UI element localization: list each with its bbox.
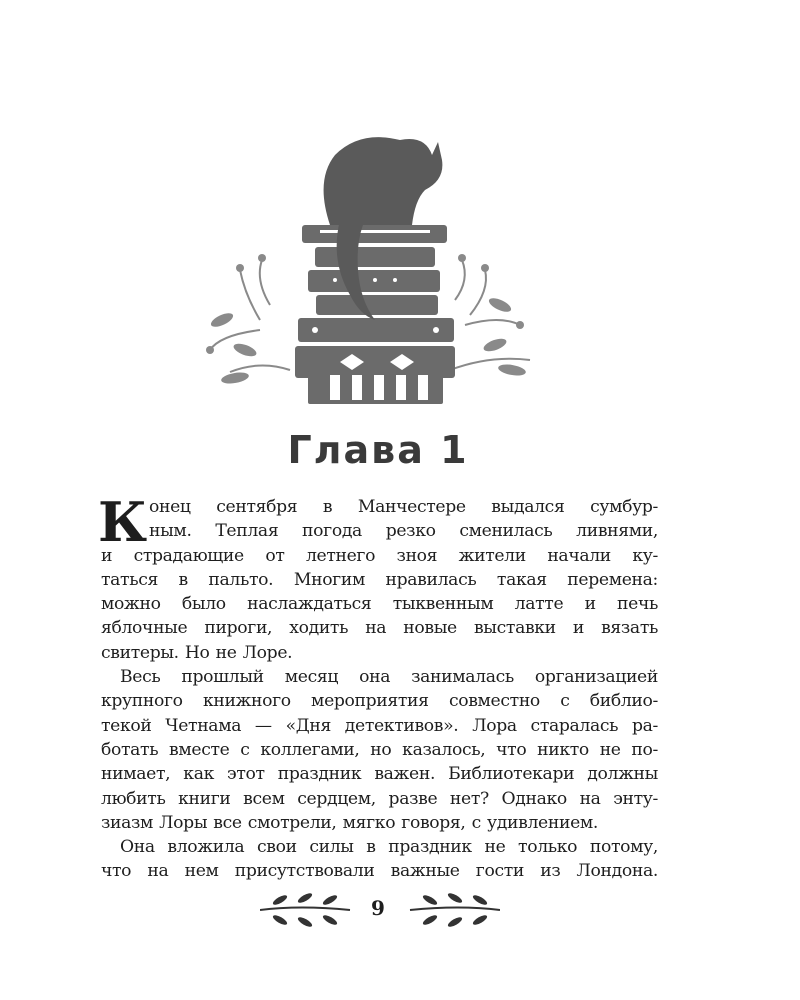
text-line: ботать вместе с коллегами, но казалось, что никто не по-: [101, 739, 658, 760]
chapter-body: [101, 495, 658, 884]
text-line: текой Четнама — «Дня детективов». Лора старалась ра-: [101, 715, 658, 736]
text-line: крупного книжного мероприятия совместно с библио-: [101, 691, 658, 712]
text-line: можно было наслаждаться тыквенным латте и печь: [101, 594, 658, 615]
page-number: 9: [371, 896, 385, 920]
text-line: таться в пальто. Многим нравилась такая перемена:: [101, 569, 658, 590]
text-line: Она вложила свои силы в праздник не только потому,: [120, 837, 658, 858]
chapter-title: Глава 1: [287, 428, 469, 472]
text-line: нимает, как этот праздник важен. Библиотекари должны: [101, 764, 658, 785]
text-line: онец сентября в Манчестере выдался сумбур-: [149, 497, 658, 517]
cat-on-books-illustration: [200, 120, 540, 410]
text-line: Весь прошлый месяц она занималась организацией: [120, 667, 658, 688]
text-line: свитеры. Но не Лоре.: [101, 642, 293, 663]
text-line: любить книги всем сердцем, разве нет? Однако на энту-: [101, 788, 658, 809]
text-line: ным. Теплая погода резко сменилась ливнями,: [149, 521, 658, 542]
text-line: зиазм Лоры все смотрели, мягко говоря, с удивлением.: [101, 812, 599, 833]
text-line: что на нем присутствовали важные гости из Лондона.: [101, 861, 658, 882]
text-line: и страдающие от летнего зноя жители начали ку-: [101, 545, 658, 566]
drop-cap: К: [98, 490, 148, 554]
text-line: яблочные пироги, ходить на новые выставки и вязать: [101, 618, 658, 639]
